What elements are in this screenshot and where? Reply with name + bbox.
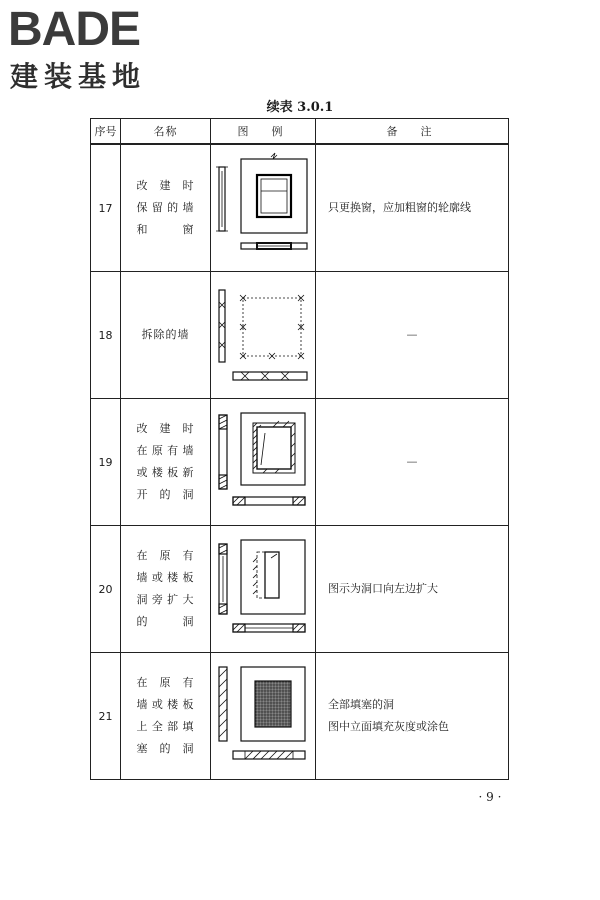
table-row [91,526,509,653]
logo-subtitle: 建装基地 [10,60,147,93]
table-row [91,144,509,272]
row-number: 17 [91,144,121,272]
table-header-row [91,119,509,145]
name-line: 上全部填 [136,720,195,733]
name-line: 和窗 [136,223,195,236]
note-line: 图示为洞口向左边扩大 [328,582,438,595]
note-line: 图中立面填充灰度或涂色 [328,720,449,733]
row-number: 20 [91,526,121,653]
name-line: 在原有墙 [136,444,195,457]
name-line: 墙或楼板 [136,698,195,711]
name-line: 在原有 [136,676,195,689]
name-line: 改建时 [136,179,195,192]
name-line: 洞旁扩大 [136,593,195,606]
logo-wordmark: BADE [8,3,141,56]
table-row [91,653,509,780]
note-line: 全部填塞的洞 [328,698,394,711]
row-figure [211,399,316,526]
row-figure [211,144,316,272]
row-figure [211,272,316,399]
row-name [121,526,211,653]
brand-logo [8,3,178,96]
name-line: 改建时 [136,422,195,435]
demolished-wall-icon [213,276,313,394]
name-line: 塞的洞 [136,742,195,755]
row-note [316,526,509,653]
table-row [91,272,509,399]
row-name [121,144,211,272]
header-name: 名称 [121,119,211,145]
name-line: 拆除的墙 [141,328,190,341]
row-number: 19 [91,399,121,526]
retained-wall-window-icon [213,149,313,267]
row-number: 18 [91,272,121,399]
row-note [316,144,509,272]
header-no: 序号 [91,119,121,145]
name-line: 的洞 [136,615,195,628]
name-line: 在原有 [136,549,195,562]
legend-table [90,118,509,780]
row-note [316,399,509,526]
page-number: · 9 · [478,790,502,804]
row-number: 21 [91,653,121,780]
table-caption: 续表 3.0.1 [266,100,334,115]
note-line: 只更换窗，应加粗窗的轮廓线 [328,201,471,214]
header-figure: 图 例 [211,119,316,145]
note-line: — [406,328,418,341]
header-note: 备 注 [316,119,509,145]
row-name [121,399,211,526]
row-name [121,272,211,399]
name-line: 墙或楼板 [136,571,195,584]
filled-opening-icon [213,657,313,775]
row-note [316,653,509,780]
enlarged-opening-icon [213,530,313,648]
name-line: 或楼板新 [136,466,195,479]
row-figure [211,653,316,780]
row-name [121,653,211,780]
table-row [91,399,509,526]
note-line: — [406,455,418,468]
row-figure [211,526,316,653]
name-line: 保留的墙 [136,201,195,214]
name-line: 开的洞 [136,488,195,501]
new-opening-icon [213,403,313,521]
row-note [316,272,509,399]
